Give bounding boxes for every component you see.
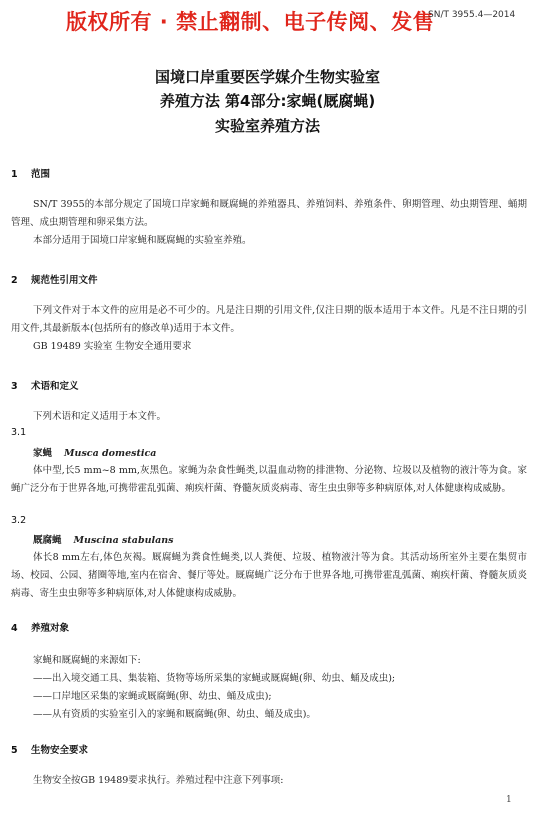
term-3-2-number: 3.2 <box>11 515 27 526</box>
section-number: 5 <box>11 745 18 756</box>
section-5-para-biosafety: 生物安全按GB 19489要求执行。养殖过程中注意下列事项: <box>33 775 284 786</box>
term-3-1-heading <box>33 445 156 459</box>
section-2-para-references: 下列文件对于本文件的应用是必不可少的。凡是注日期的引用文件,仅注日期的版本适用于本文件。凡是不注日期的引用文件,其最新版本(包括所有的修改单)适用于本文件。 <box>11 305 527 334</box>
document-title-line3: 实验室养殖方法 <box>214 117 320 135</box>
section-5-heading <box>11 742 88 756</box>
section-title: 养殖对象 <box>31 623 70 634</box>
section-4-intro: 家蝇和厩腐蝇的来源如下: <box>33 655 141 666</box>
term-3-2-definition: 体长8 mm左右,体色灰褐。厩腐蝇为粪食性蝇类,以人粪便、垃圾、植物液汁等为食。其活动场所室外主要在集贸市场、校园、公园、猪圈等地,室内在宿舍、餐厅等处。厩腐蝇广泛分布于世界各地,可携带霍乱弧菌、痢疾杆菌、脊髓灰质炎病毒、寄生虫虫卵等多种病原体,对人体健康构成威胁。 <box>11 552 527 599</box>
section-number: 3 <box>11 381 18 392</box>
section-1-heading <box>11 166 50 180</box>
page-number: 1 <box>506 795 512 805</box>
term-chinese-name: 家蝇 <box>33 448 53 459</box>
term-3-2-heading <box>33 532 174 546</box>
term-chinese-name: 厩腐蝇 <box>33 535 62 546</box>
source-list-item: ——出入境交通工具、集装箱、货物等场所采集的家蝇或厩腐蝇(卵、幼虫、蛹及成虫); <box>33 673 396 684</box>
document-title-line2: 养殖方法 第4部分:家蝇(厩腐蝇) <box>159 92 376 110</box>
section-title: 范围 <box>31 169 51 180</box>
document-title-line1: 国境口岸重要医学媒介生物实验室 <box>154 68 380 86</box>
term-latin-name: Muscina stabulans <box>73 535 174 546</box>
section-number: 2 <box>11 275 18 286</box>
section-title: 术语和定义 <box>31 381 79 392</box>
section-title: 生物安全要求 <box>31 745 89 756</box>
section-2-reference-gb19489: GB 19489 实验室 生物安全通用要求 <box>33 341 192 352</box>
section-2-heading <box>11 272 98 286</box>
section-number: 1 <box>11 169 18 180</box>
section-1-para-scope: SN/T 3955的本部分规定了国境口岸家蝇和厩腐蝇的养殖器具、养殖饲料、养殖条件、卵期管理、幼虫期管理、蛹期管理、成虫期管理和卵采集方法。 <box>11 199 527 228</box>
section-number: 4 <box>11 623 18 634</box>
term-latin-name: Musca domestica <box>64 448 157 459</box>
copyright-watermark: 版权所有 · 禁止翻制、电子传阅、发售 <box>66 10 435 34</box>
source-list-item: ——口岸地区采集的家蝇或厩腐蝇(卵、幼虫、蛹及成虫); <box>33 691 272 702</box>
source-list-item: ——从有资质的实验室引入的家蝇和厩腐蝇(卵、幼虫、蛹及成虫)。 <box>33 709 316 720</box>
term-3-1-number: 3.1 <box>11 427 27 438</box>
section-3-heading <box>11 378 79 392</box>
section-3-intro: 下列术语和定义适用于本文件。 <box>33 411 167 422</box>
section-1-para-applicability: 本部分适用于国境口岸家蝇和厩腐蝇的实验室养殖。 <box>33 235 252 246</box>
section-4-heading <box>11 620 69 634</box>
standard-number: SN/T 3955.4—2014 <box>428 10 516 20</box>
term-3-1-definition: 体中型,长5 mm~8 mm,灰黑色。家蝇为杂食性蝇类,以温血动物的排泄物、分泌物、垃圾以及植物的液汁等为食。家蝇广泛分布于世界各地,可携带霍乱弧菌、痢疾杆菌、脊髓灰质炎病毒、寄生虫虫卵等多种病原体,对人体健康构成威胁。 <box>11 465 527 494</box>
section-title: 规范性引用文件 <box>31 275 98 286</box>
